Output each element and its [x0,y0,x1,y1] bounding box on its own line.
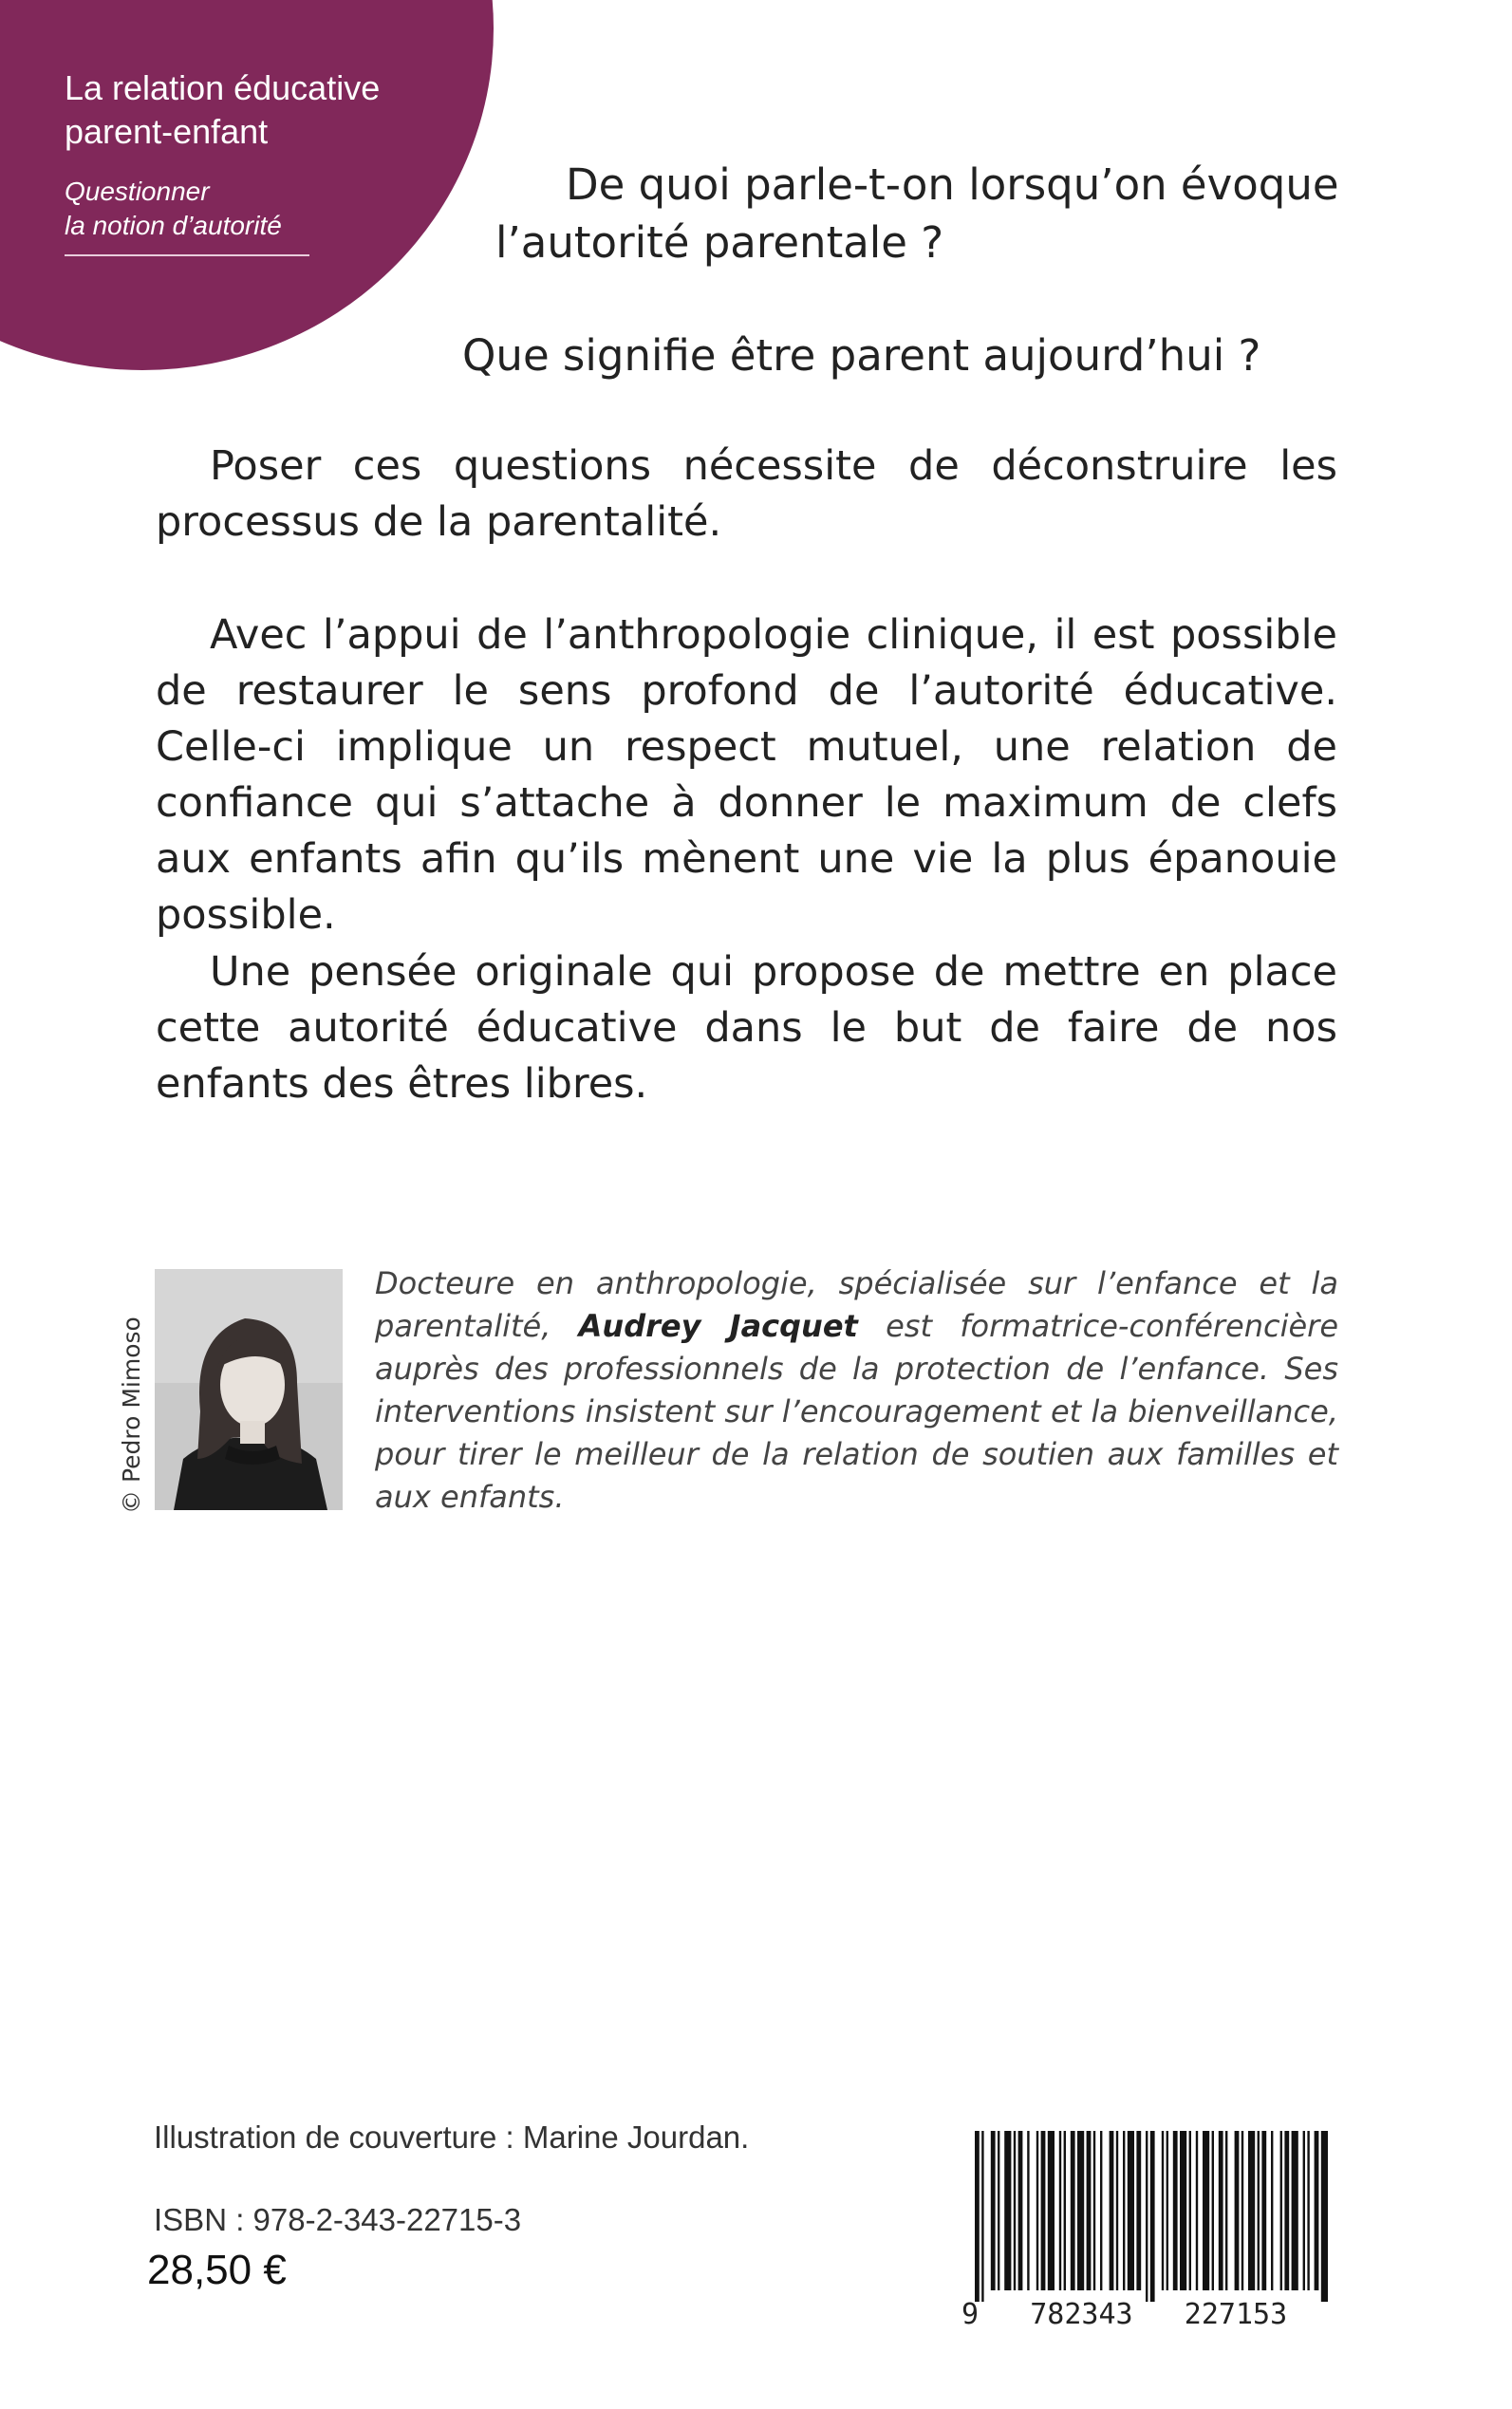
paragraph-1: Poser ces questions nécessite de déconstruire les processus de la parentalité. [156,442,1337,546]
author-photo [155,1269,343,1510]
photo-credit: © Pedro Mimoso [118,1317,145,1514]
author-bio-intro: Docteure en anthropologie, spécialisée sur l’enfance et la parentalité, [375,1265,1338,1344]
question-1-line2: l’autorité parentale ? [495,217,944,268]
barcode-bar [1235,2131,1240,2290]
barcode-digits: 9 782343 227153 [961,2298,1288,2330]
barcode-bar [1059,2131,1061,2290]
barcode-bar [1146,2131,1148,2302]
barcode-bar [1196,2131,1198,2290]
paragraph-2: Avec l’appui de l’anthropologie clinique, il est possible de restaurer le sens profond de l’autorité éducative. Celle-ci implique un respect mutuel, une relation de confiance qui s’attache à donner le maximum de clefs aux enfants afin qu’ils mènent une vie la plus épanouie possible. [156,611,1337,939]
collection-subtitle [65,175,282,243]
barcode-bar [1212,2131,1214,2290]
barcode-bar [975,2131,980,2302]
barcode-bar [991,2131,996,2290]
barcode-bar [1180,2131,1186,2290]
barcode-bar [1136,2131,1141,2290]
barcode-bar [1071,2131,1075,2290]
paragraph-3: Une pensée originale qui propose de mettre en place cette autorité éducative dans le but de faire de nos enfants des êtres libres. [156,948,1337,1108]
barcode-bar [1041,2131,1046,2290]
barcode-bar [1123,2131,1125,2290]
barcode-bar [1093,2131,1095,2290]
barcode-bar [1261,2131,1266,2290]
barcode-bar [1064,2131,1066,2290]
barcode-bar [1321,2131,1328,2302]
barcode-bar [1258,2131,1260,2290]
barcode-bar [981,2131,983,2302]
collection-title-line1: La relation éducative [65,68,381,107]
collection-title-line2: parent-enfant [65,112,269,151]
question-1-line1: De quoi parle-t-on lorsqu’on évoque [566,159,1339,210]
barcode-graphic [954,2131,1334,2330]
barcode-bar [1167,2131,1168,2290]
author-bio-rest: est formatrice-conférencière auprès des professionnels de la protection de l’enfance. Ses interventions insistent sur l’encouragement et la bienveillance, pour tirer le meilleur de la relation de soutien aux familles et aux enfants. [375,1308,1339,1515]
barcode-bar [1189,2131,1191,2290]
barcode-bar [1150,2131,1155,2302]
collection-subtitle-line2: la notion d’autorité [65,211,282,240]
barcode-bar [1248,2131,1255,2290]
author-name: Audrey Jacquet [578,1308,858,1344]
barcode-bar [1110,2131,1114,2290]
barcode-bar [1315,2131,1319,2290]
barcode-bar [1116,2131,1118,2290]
barcode-bar [1014,2131,1016,2290]
barcode-bar [1303,2131,1305,2290]
barcode-bar [1219,2131,1223,2290]
barcode-bar [1087,2131,1092,2290]
author-bio [375,1262,1338,1519]
barcode-bar [1292,2131,1298,2290]
barcode-bar [1018,2131,1023,2290]
barcode-bar [1027,2131,1029,2290]
barcode-bar [1173,2131,1178,2290]
barcode-bar [1048,2131,1055,2290]
question-2: Que signifie être parent aujourd’hui ? [462,330,1261,381]
barcode-bar [1128,2131,1134,2290]
barcode-bar [1241,2131,1243,2290]
barcode-bar [1203,2131,1209,2290]
collection-subtitle-line1: Questionner [65,177,210,206]
author-portrait-image [155,1269,343,1510]
barcode-bar [1162,2131,1164,2290]
barcode-bar [1077,2131,1084,2290]
cover-illustration-credit: Illustration de couverture : Marine Jourdan. [154,2120,750,2155]
barcode-bar [1100,2131,1102,2290]
barcode-bar [1307,2131,1309,2290]
barcode-bar [1280,2131,1282,2290]
barcode-bar [1004,2131,1011,2290]
barcode-bar [1225,2131,1227,2290]
barcode-bars [975,2131,1328,2302]
barcode-bar [1036,2131,1038,2290]
barcode-bar [1284,2131,1289,2290]
collection-title [65,66,380,154]
price: 28,50 € [147,2247,287,2293]
isbn: ISBN : 978-2-343-22715-3 [154,2202,522,2237]
collection-divider [65,254,309,256]
barcode [954,2131,1334,2330]
barcode-bar [1271,2131,1273,2290]
barcode-bar [998,2131,999,2290]
